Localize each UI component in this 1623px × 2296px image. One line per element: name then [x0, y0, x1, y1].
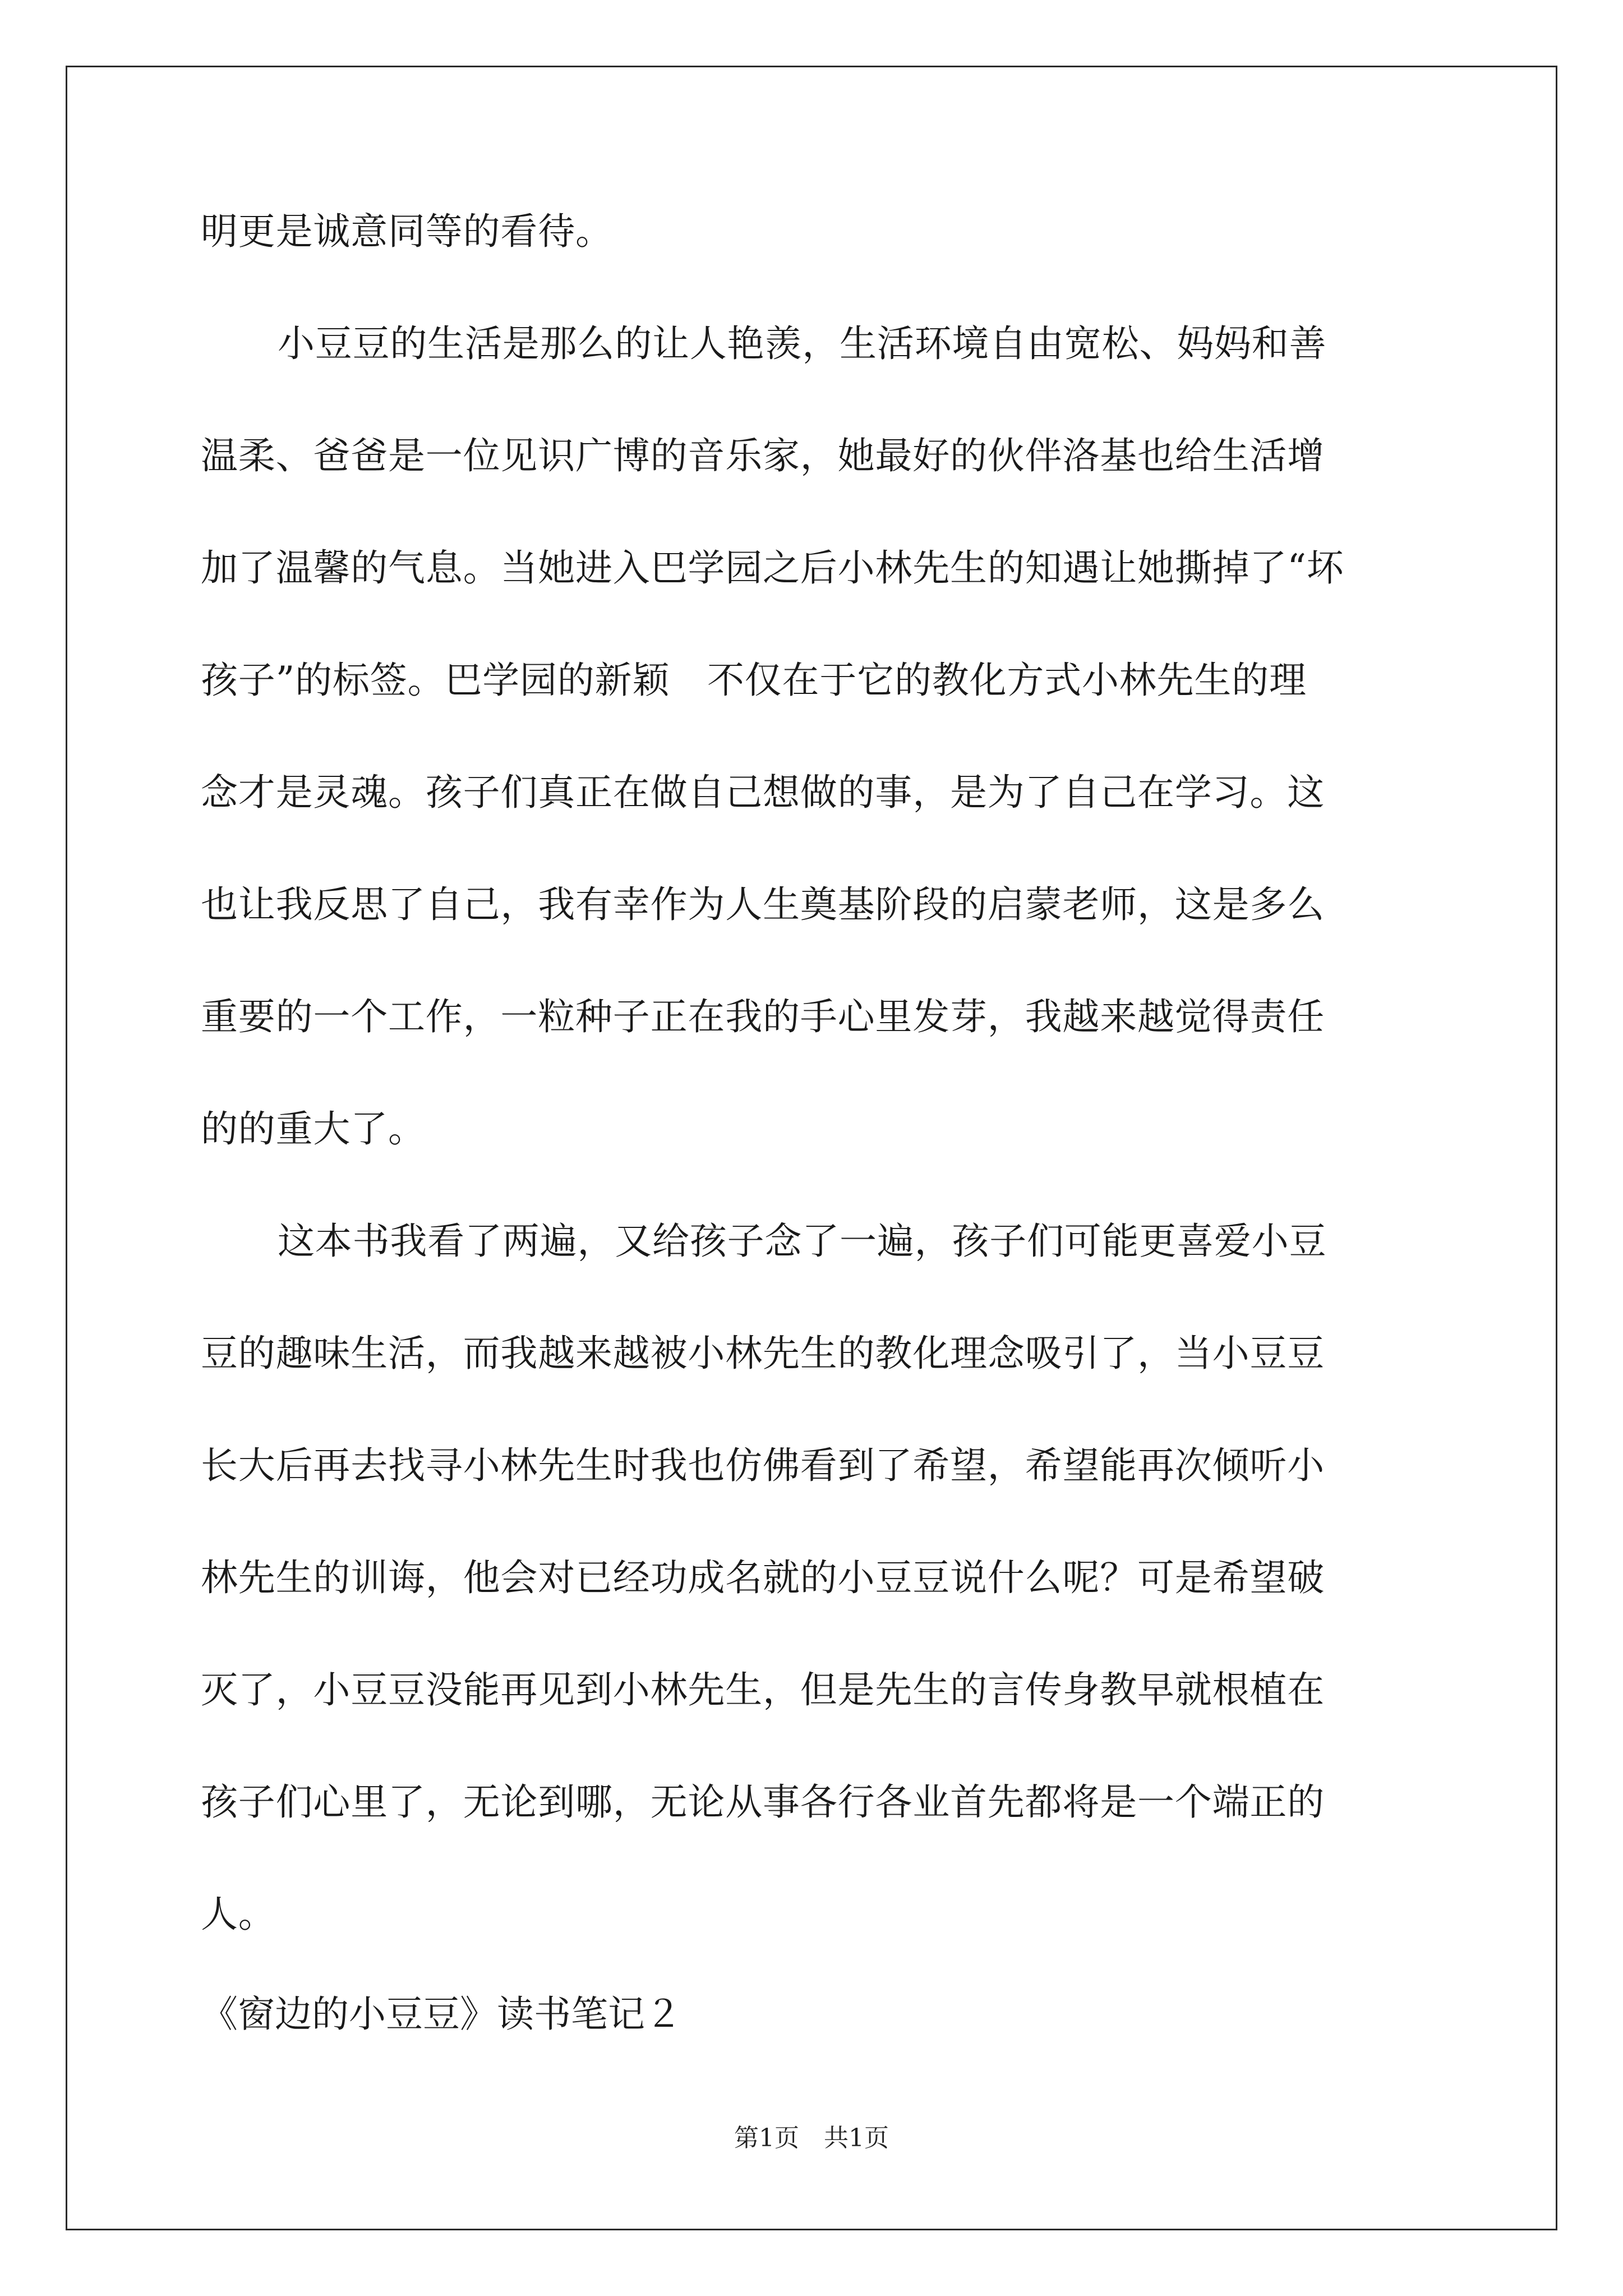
- text-line: 豆的趣味生活，而我越来越被小林先生的教化理念吸引了，当小豆豆: [201, 1332, 1325, 1375]
- text-line: 长大后再去找寻小林先生时我也仿佛看到了希望，希望能再次倾听小: [201, 1444, 1325, 1487]
- text-line: 灭了，小豆豆没能再见到小林先生，但是先生的言传身教早就根植在: [201, 1668, 1325, 1711]
- text-line: 孩子”的标签。巴学园的新颖 不仅在于它的教化方式小林先生的理: [201, 659, 1307, 702]
- text-line: 加了温馨的气息。当她进入巴学园之后小林先生的知遇让她撕掉了“坏: [201, 546, 1344, 590]
- text-line: 这本书我看了两遍，又给孩子念了一遍，孩子们可能更喜爱小豆: [278, 1220, 1327, 1263]
- text-line: 重要的一个工作，一粒种子正在我的手心里发芽，我越来越觉得责任: [201, 995, 1325, 1038]
- page-number-footer: 第1页 共1页: [734, 2124, 889, 2152]
- text-line: 小豆豆的生活是那么的让人艳羡，生活环境自由宽松、妈妈和善: [278, 322, 1327, 365]
- text-line: 的的重大了。: [201, 1107, 426, 1151]
- text-line: 明更是诚意同等的看待。: [201, 210, 613, 253]
- text-line: 孩子们心里了，无论到哪，无论从事各行各业首先都将是一个端正的: [201, 1780, 1325, 1824]
- text-line: 人。: [201, 1893, 276, 1936]
- section-heading: 《窗边的小豆豆》读书笔记２: [201, 1993, 682, 2036]
- text-line: 林先生的训诲，他会对已经功成名就的小豆豆说什么呢？可是希望破: [201, 1556, 1325, 1599]
- text-line: 温柔、爸爸是一位见识广博的音乐家，她最好的伙伴洛基也给生活增: [201, 434, 1325, 477]
- text-line: 念才是灵魂。孩子们真正在做自己想做的事，是为了自己在学习。这: [201, 771, 1325, 814]
- text-line: 也让我反思了自己，我有幸作为人生奠基阶段的启蒙老师，这是多么: [201, 883, 1325, 926]
